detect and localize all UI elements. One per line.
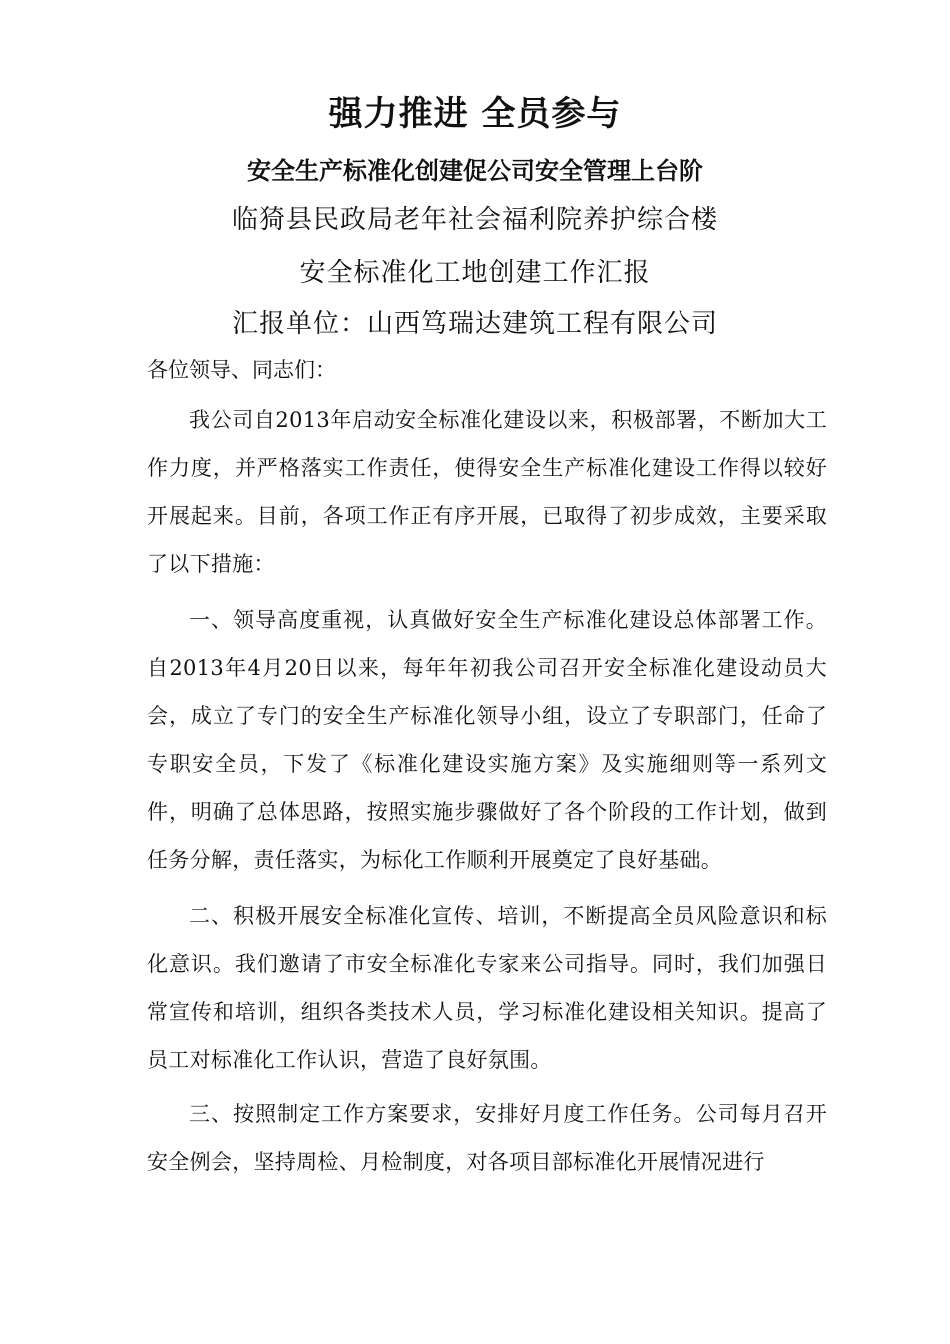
document-title: 强力推进 全员参与 (328, 94, 622, 134)
paragraph-intro: 我公司自2013年启动安全标准化建设以来，积极部署，不断加大工作力度，并严格落实工作责任，使得安全生产标准化建设工作得以较好开展起来。目前，各项工作正有序开展，已取得了初步成效，主要采取了以下措施： (147, 408, 827, 576)
paragraph-section-1: 一、领导高度重视，认真做好安全生产标准化建设总体部署工作。自2013年4月20日以来，每年年初我公司召开安全标准化建设动员大会，成立了专门的安全生产标准化领导小组，设立了专职部门，任命了专职安全员，下发了《标准化建设实施方案》及实施细则等一系列文件，明确了总体思路，按照实施步骤做好了各个阶段的工作计划，做到任务分解，责任落实，为标化工作顺利开展奠定了良好基础。 (147, 608, 827, 872)
greeting: 各位领导、同志们： (147, 358, 336, 382)
report-heading-topic: 安全标准化工地创建工作汇报 (299, 258, 651, 288)
paragraph-section-3: 三、按照制定工作方案要求，安排好月度工作任务。公司每月召开安全例会，坚持周检、月检制度，对各项目部标准化开展情况进行 (147, 1102, 827, 1174)
paragraph-section-2: 二、积极开展安全标准化宣传、培训，不断提高全员风险意识和标化意识。我们邀请了市安全标准化专家来公司指导。同时，我们加强日常宣传和培训，组织各类技术人员，学习标准化建设相关知识。提高了员工对标准化工作认识，营造了良好氛围。 (147, 904, 827, 1072)
report-heading-unit: 汇报单位：山西笃瑞达建筑工程有限公司 (231, 309, 718, 339)
document-subtitle: 安全生产标准化创建促公司安全管理上台阶 (247, 157, 703, 185)
report-heading-project: 临猗县民政局老年社会福利院养护综合楼 (231, 205, 718, 235)
